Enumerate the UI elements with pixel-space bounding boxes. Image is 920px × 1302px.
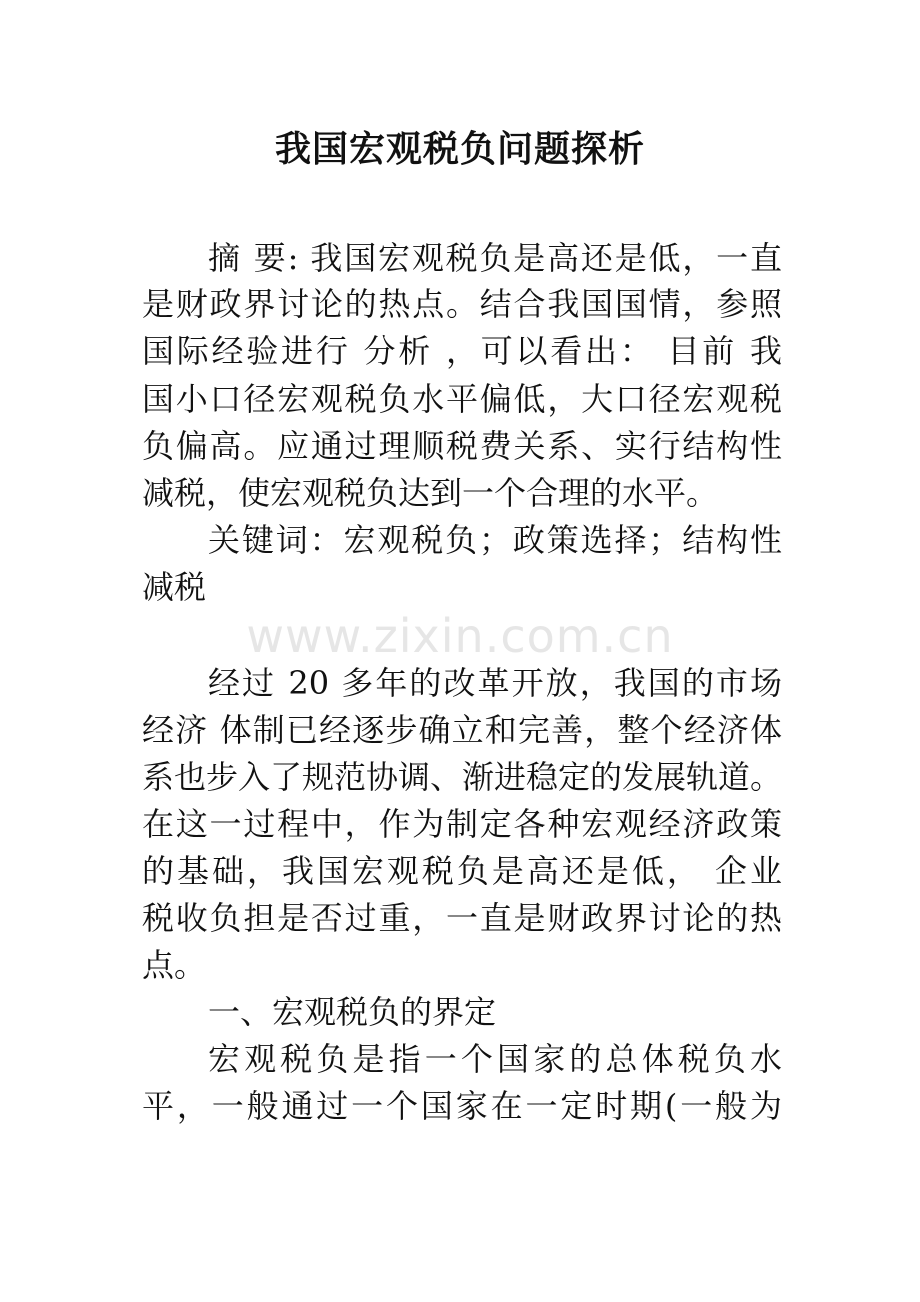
- keywords-line-2: 减税: [142, 568, 207, 606]
- abstract-line-3: 国际经验进行 分析 ，可以看出： 目前 我: [142, 332, 782, 370]
- section-line-1: 宏观税负是指一个国家的总体税负水: [208, 1040, 782, 1078]
- abstract-line-4: 国小口径宏观税负水平偏低，大口径宏观税: [142, 380, 782, 418]
- body-line-7: 点。: [142, 946, 207, 984]
- watermark-text: www.zixin.com.cn: [246, 609, 674, 663]
- abstract-line-1: 摘 要: 我国宏观税负是高还是低，一直: [208, 239, 782, 277]
- document-title: 我国宏观税负问题探析: [274, 128, 645, 170]
- body-line-1: 经过 20 多年的改革开放，我国的市场: [208, 664, 782, 702]
- abstract-line-5: 负偏高。应通过理顺税费关系、实行结构性: [142, 427, 782, 465]
- abstract-line-2: 是财政界讨论的热点。结合我国国情，参照: [142, 285, 782, 323]
- abstract-line-6: 减税，使宏观税负达到一个合理的水平。: [142, 474, 719, 512]
- body-line-3: 系也步入了规范协调、渐进稳定的发展轨道。: [142, 758, 783, 796]
- keywords-line-1: 关键词：宏观税负；政策选择；结构性: [208, 521, 782, 559]
- body-line-4: 在这一过程中，作为制定各种宏观经济政策: [142, 805, 782, 843]
- section-heading: 一、宏观税负的界定: [208, 993, 497, 1031]
- body-line-2: 经济 体制已经逐步确立和完善，整个经济体: [142, 711, 782, 749]
- body-line-6: 税收负担是否过重，一直是财政界讨论的热: [142, 899, 782, 937]
- body-line-5: 的基础，我国宏观税负是高还是低， 企业: [142, 852, 782, 890]
- section-line-2: 平，一般通过一个国家在一定时期(一般为: [142, 1087, 782, 1125]
